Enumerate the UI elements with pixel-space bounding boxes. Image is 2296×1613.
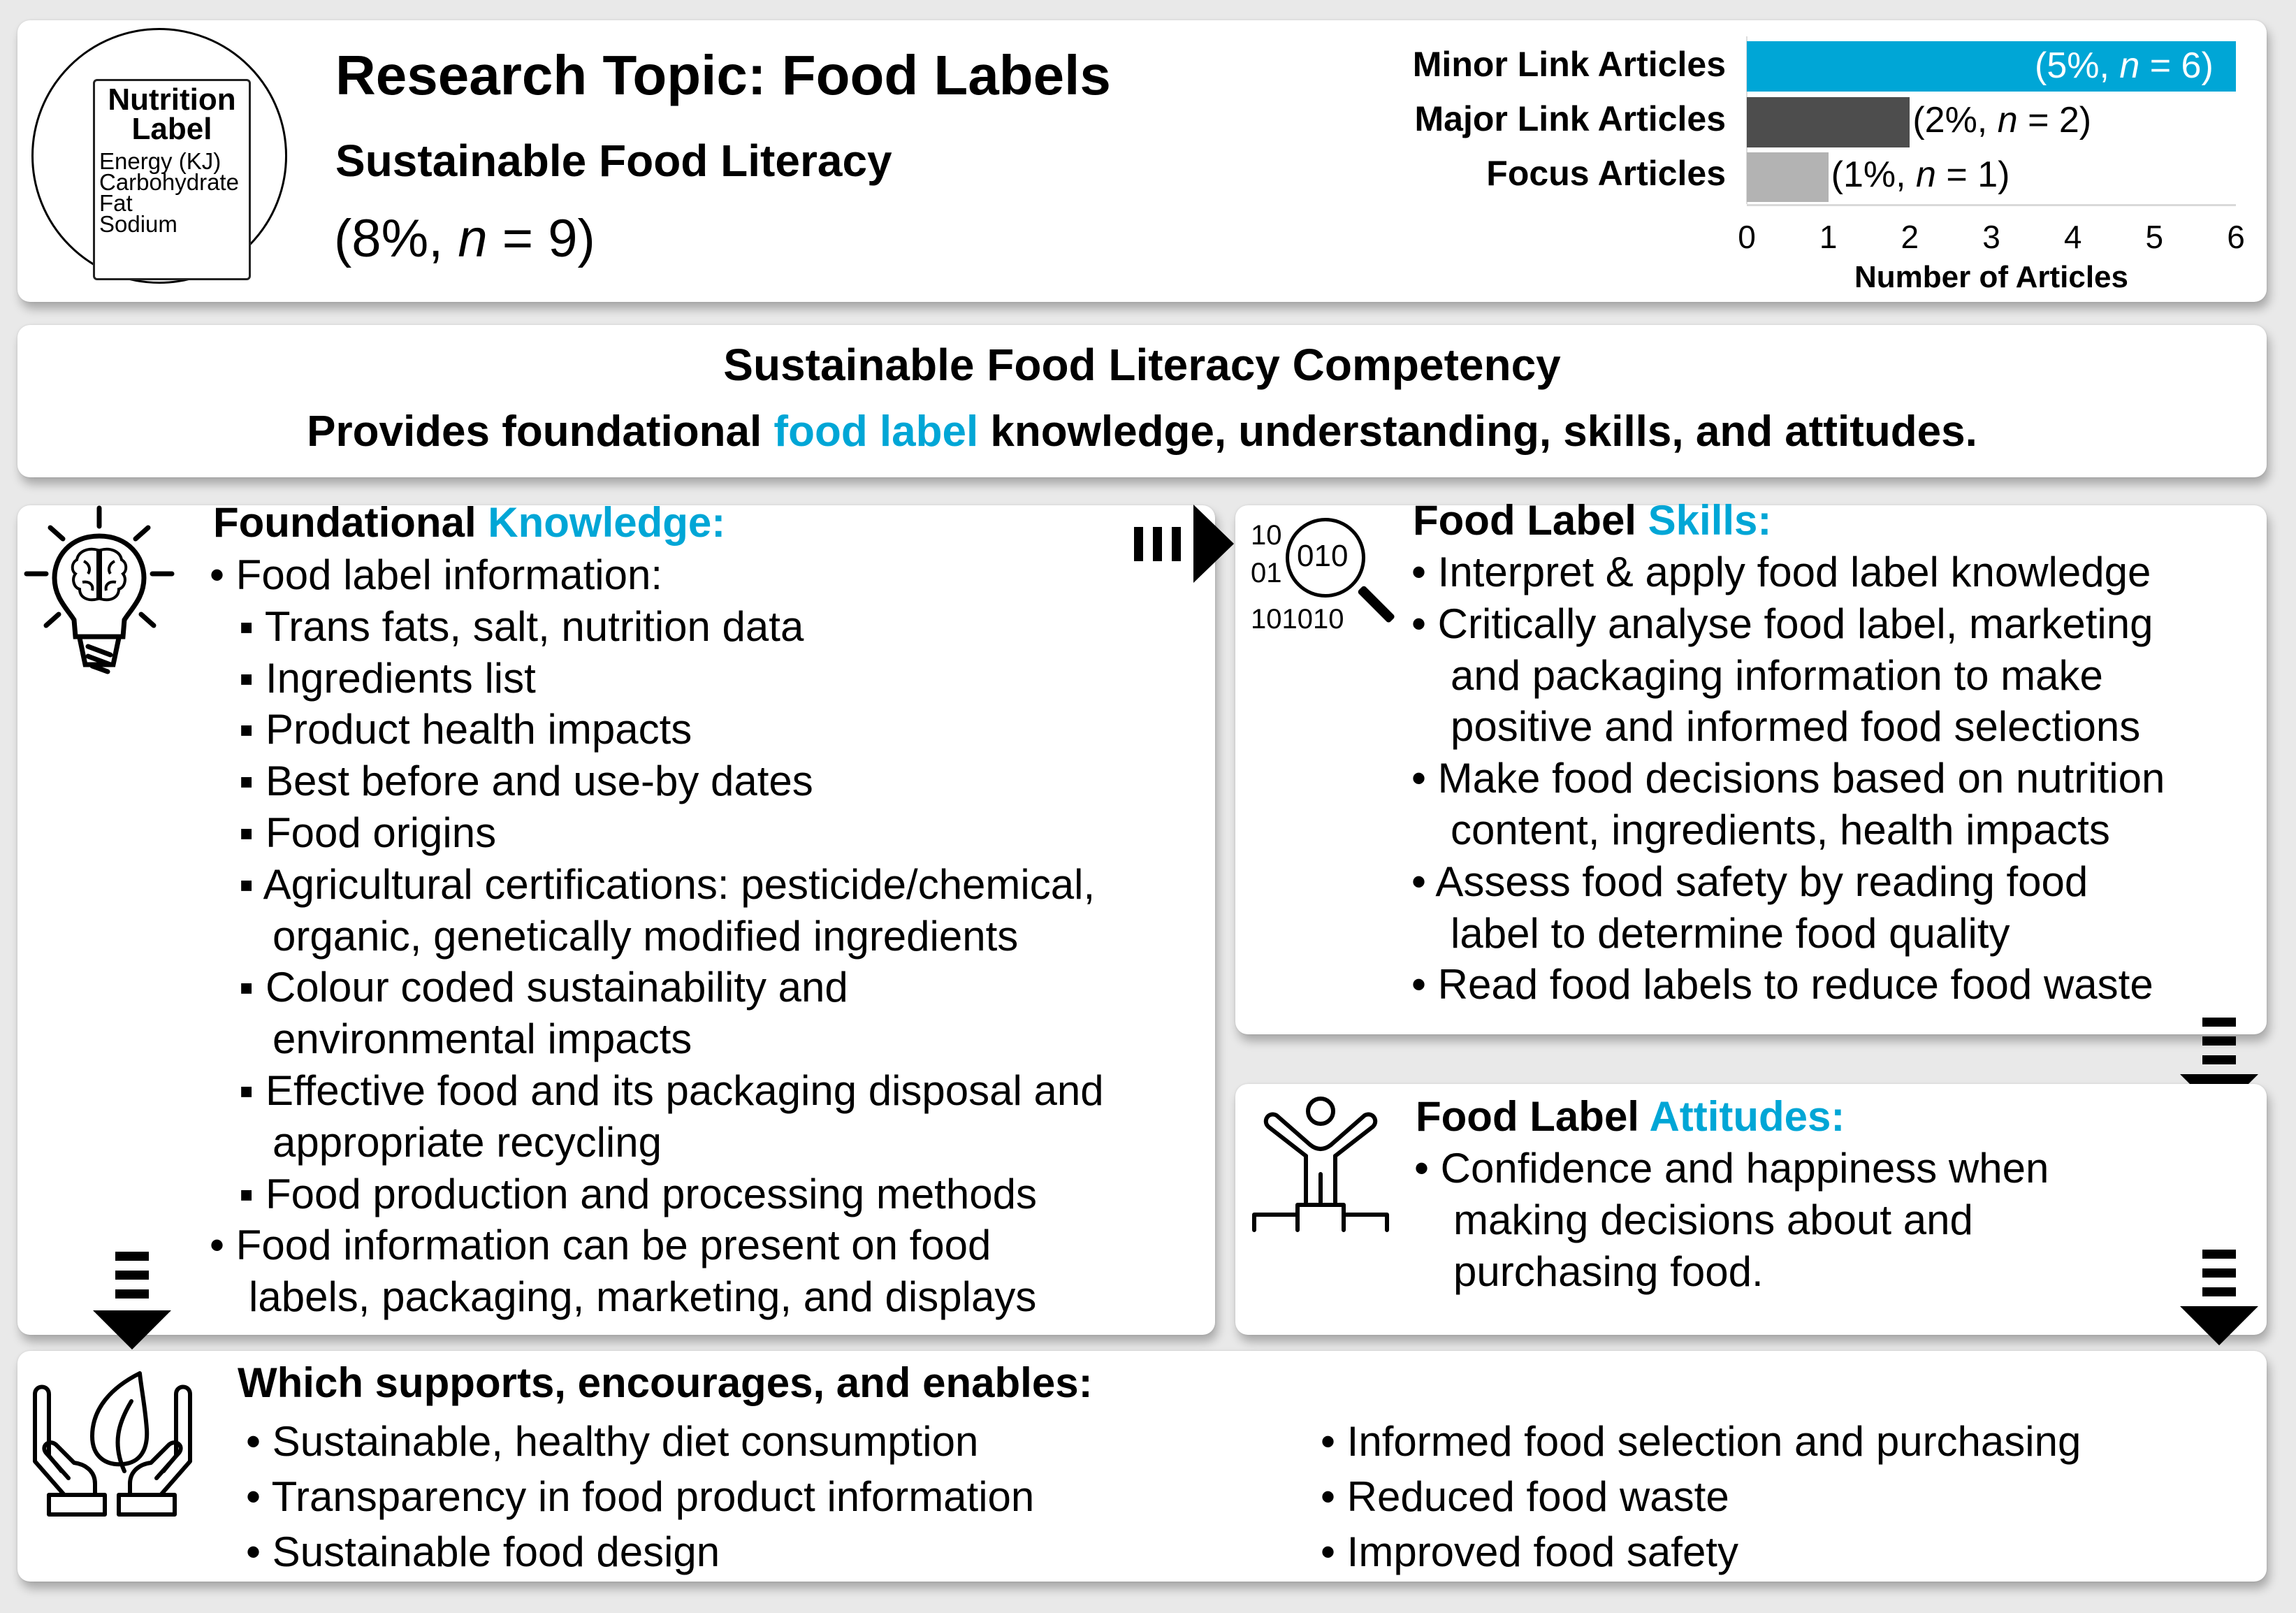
list-item: ▪ Product health impacts (239, 706, 692, 753)
list-item-continuation: labels, packaging, marketing, and displays (249, 1273, 1037, 1321)
x-tick-label: 2 (1901, 219, 1919, 255)
nutrition-item: Sodium (99, 211, 177, 237)
outcomes-list-right (1321, 1414, 2081, 1579)
list-item: ▪ Agricultural certifications: pesticide/chemical, (239, 860, 1096, 908)
nutrition-item: Carbohydrate (99, 169, 239, 195)
bar-label-major: Major Link Articles (1414, 99, 1726, 138)
list-item: ▪ Best before and use-by dates (239, 758, 813, 805)
list-item: • Transparency in food product information (246, 1473, 1035, 1520)
bar-label-focus: Focus Articles (1486, 154, 1726, 193)
list-item-continuation: environmental impacts (273, 1015, 692, 1063)
celebrating-person-icon (1247, 1090, 1394, 1251)
x-axis-label: Number of Articles (1854, 260, 2128, 294)
list-item-continuation: label to determine food quality (1451, 909, 2010, 957)
list-item: ▪ Colour coded sustainability and (239, 964, 848, 1011)
list-item: • Make food decisions based on nutrition (1411, 755, 2165, 802)
knowledge-list (210, 549, 1104, 1323)
bar-focus (1747, 152, 1829, 202)
list-item-continuation: appropriate recycling (273, 1118, 662, 1166)
list-item: ▪ Food origins (239, 809, 497, 856)
x-tick-label: 1 (1819, 219, 1838, 255)
skills-heading: Food Label Skills: (1413, 497, 1772, 544)
list-item: ▪ Ingredients list (239, 654, 536, 702)
list-item: • Confidence and happiness when (1414, 1145, 2049, 1192)
outcomes-list-left (246, 1414, 1034, 1579)
list-item: • Critically analyse food label, marketing (1411, 600, 2153, 647)
list-item: • Reduced food waste (1321, 1473, 1729, 1520)
x-tick-label: 5 (2145, 219, 2164, 255)
x-tick-label: 3 (1982, 219, 2000, 255)
list-item: • Food label information: (210, 551, 663, 598)
list-item: • Assess food safety by reading food (1411, 858, 2088, 905)
skills-list (1411, 547, 2165, 1011)
attitudes-list (1414, 1143, 2049, 1297)
x-tick-label: 6 (2227, 219, 2245, 255)
list-item-continuation: content, ingredients, health impacts (1451, 806, 2110, 853)
attitudes-heading: Food Label Attitudes: (1416, 1093, 1845, 1140)
page-subtitle: Sustainable Food Literacy (335, 136, 892, 186)
list-item: • Sustainable food design (246, 1528, 720, 1575)
list-item-continuation: making decisions about and (1453, 1196, 1973, 1243)
knowledge-heading: Foundational Knowledge: (213, 499, 726, 546)
bar-value-minor: (5%, n = 6) (2035, 45, 2214, 86)
list-item: ▪ Trans fats, salt, nutrition data (239, 602, 804, 650)
x-tick-label: 0 (1738, 219, 1756, 255)
competency-description: Provides foundational food label knowledge, understanding, skills, and attitudes. (307, 407, 1977, 456)
nutrition-item: Energy (KJ) (99, 148, 221, 174)
outcomes-heading: Which supports, encourages, and enables: (238, 1359, 1093, 1406)
nutrition-label-title: Nutrition Label (108, 82, 236, 146)
list-item: • Interpret & apply food label knowledge (1411, 549, 2151, 595)
list-item: • Improved food safety (1321, 1528, 1738, 1575)
list-item-continuation: and packaging information to make (1451, 651, 2103, 699)
chart-x-axis (1747, 204, 2236, 206)
list-item-continuation: organic, genetically modified ingredients (273, 912, 1019, 960)
nutrition-label-items (99, 148, 239, 237)
bar-major-link (1747, 97, 1910, 147)
bar-value-focus: (1%, n = 1) (1831, 154, 2010, 195)
list-item-continuation: purchasing food. (1453, 1247, 1764, 1295)
lightbulb-brain-icon (21, 500, 189, 688)
nutrition-item: Fat (99, 190, 133, 216)
list-item: ▪ Effective food and its packaging disposal and (239, 1066, 1104, 1114)
page-title: Research Topic: Food Labels (335, 44, 1111, 106)
bar-label-minor: Minor Link Articles (1412, 45, 1726, 84)
nutrition-label-card (93, 79, 251, 280)
list-item: • Informed food selection and purchasing (1321, 1418, 2081, 1465)
list-item: • Read food labels to reduce food waste (1411, 961, 2153, 1008)
x-tick-label: 4 (2063, 219, 2082, 255)
bar-value-major: (2%, n = 2) (1912, 100, 2092, 140)
competency-title: Sustainable Food Literacy Competency (723, 340, 1561, 390)
list-item: • Food information can be present on food (210, 1222, 991, 1269)
list-item: • Sustainable, healthy diet consumption (246, 1418, 979, 1465)
list-item: ▪ Food production and processing methods (239, 1170, 1037, 1217)
hands-leaf-icon (28, 1366, 224, 1541)
list-item-continuation: positive and informed food selections (1451, 703, 2141, 751)
topic-count: (8%, n = 9) (334, 209, 595, 268)
